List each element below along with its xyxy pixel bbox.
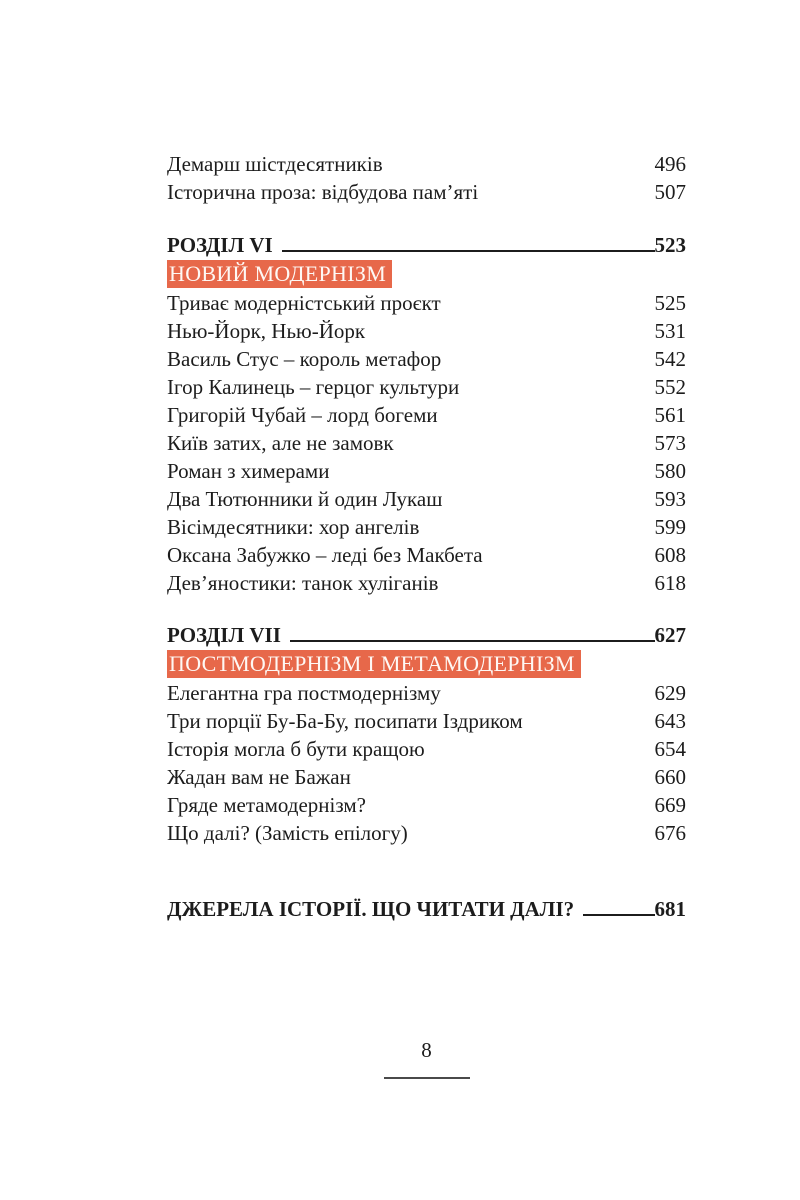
toc-entry-page-number: 580: [654, 459, 686, 483]
toc-entry-page-number: 676: [654, 821, 686, 845]
toc-entry-title: Історична проза: відбудова пам’яті: [167, 180, 479, 204]
toc-entry-page-number: 618: [654, 571, 686, 595]
toc-entry: [167, 707, 686, 735]
toc-entry-page-number: 593: [654, 487, 686, 511]
toc-entry: [167, 178, 686, 206]
toc-entry-title: Гряде метамодернізм?: [167, 793, 366, 817]
toc-entry: [167, 791, 686, 819]
toc-entry-page-number: 669: [654, 793, 686, 817]
toc-entry-page-number: 496: [654, 152, 686, 176]
toc-entry-title: Історія могла б бути кращою: [167, 737, 425, 761]
chapter-label: РОЗДІЛ VI: [167, 233, 273, 257]
toc-entry-title: Два Тютюнники й один Лукаш: [167, 487, 443, 511]
toc-entry-page-number: 573: [654, 431, 686, 455]
toc-entry-page-number: 525: [654, 291, 686, 315]
toc-entry: [167, 317, 686, 345]
toc-entry-page-number: 542: [654, 347, 686, 371]
leader-line: [282, 250, 655, 252]
footer-rule: [384, 1077, 470, 1079]
toc-entry-page-number: 654: [654, 737, 686, 761]
chapter-page-number: 627: [654, 623, 686, 647]
leader-line: [583, 914, 654, 916]
chapter-heading: [167, 621, 686, 650]
toc-entry-title: Василь Стус – король метафор: [167, 347, 442, 371]
sources-heading: [167, 895, 686, 924]
toc-entry-page-number: 599: [654, 515, 686, 539]
chapter-label: РОЗДІЛ VII: [167, 623, 281, 647]
table-of-contents: [167, 0, 686, 924]
toc-entry-title: Елегантна гра постмодернізму: [167, 681, 441, 705]
chapter-title-row: [167, 260, 686, 289]
toc-entry-page-number: 561: [654, 403, 686, 427]
toc-entry-title: Нью-Йорк, Нью-Йорк: [167, 319, 366, 343]
chapter-title-highlight: ПОСТМОДЕРНІЗМ І МЕТАМОДЕРНІЗМ: [167, 650, 581, 678]
toc-entry: [167, 569, 686, 597]
toc-entry-page-number: 643: [654, 709, 686, 733]
toc-entry-title: Жадан вам не Бажан: [167, 765, 351, 789]
toc-entry: [167, 819, 686, 847]
toc-entry-page-number: 660: [654, 765, 686, 789]
toc-entry-title: Три порції Бу-Ба-Бу, посипати Іздриком: [167, 709, 523, 733]
toc-entry: [167, 289, 686, 317]
toc-entry: [167, 373, 686, 401]
leader-line: [290, 640, 655, 642]
toc-entry-title: Демарш шістдесятників: [167, 152, 383, 176]
folio-page-number: 8: [421, 1038, 432, 1062]
chapter-title-highlight: НОВИЙ МОДЕРНІЗМ: [167, 260, 392, 288]
toc-entry-title: Київ затих, але не замовк: [167, 431, 394, 455]
toc-entry: [167, 763, 686, 791]
toc-entry-title: Ігор Калинець – герцог культури: [167, 375, 460, 399]
chapter-title-row: [167, 650, 686, 679]
sources-heading-page-number: 681: [654, 897, 686, 921]
toc-entry: [167, 401, 686, 429]
toc-entry: [167, 345, 686, 373]
chapter-page-number: 523: [654, 233, 686, 257]
toc-entry-page-number: 552: [654, 375, 686, 399]
toc-entry-title: Роман з химерами: [167, 459, 330, 483]
toc-entry-page-number: 531: [654, 319, 686, 343]
toc-entry: [167, 485, 686, 513]
toc-entry: [167, 679, 686, 707]
toc-entry-title: Триває модерністський проєкт: [167, 291, 441, 315]
toc-entry-title: Оксана Забужко – леді без Макбета: [167, 543, 483, 567]
toc-entry-title: Дев’яностики: танок хуліганів: [167, 571, 439, 595]
sources-heading-title: ДЖЕРЕЛА ІСТОРІЇ. ЩО ЧИТАТИ ДАЛІ?: [167, 897, 575, 921]
toc-entry-title: Що далі? (Замість епілогу): [167, 821, 408, 845]
toc-entry-title: Григорій Чубай – лорд богеми: [167, 403, 438, 427]
toc-entry-page-number: 507: [654, 180, 686, 204]
toc-entry-page-number: 608: [654, 543, 686, 567]
toc-entry: [167, 457, 686, 485]
toc-entry: [167, 541, 686, 569]
toc-entry: [167, 513, 686, 541]
toc-entry-page-number: 629: [654, 681, 686, 705]
toc-entry: [167, 150, 686, 178]
chapter-heading: [167, 231, 686, 260]
toc-entry-title: Вісімдесятники: хор ангелів: [167, 515, 420, 539]
toc-entry: [167, 735, 686, 763]
toc-entry: [167, 429, 686, 457]
